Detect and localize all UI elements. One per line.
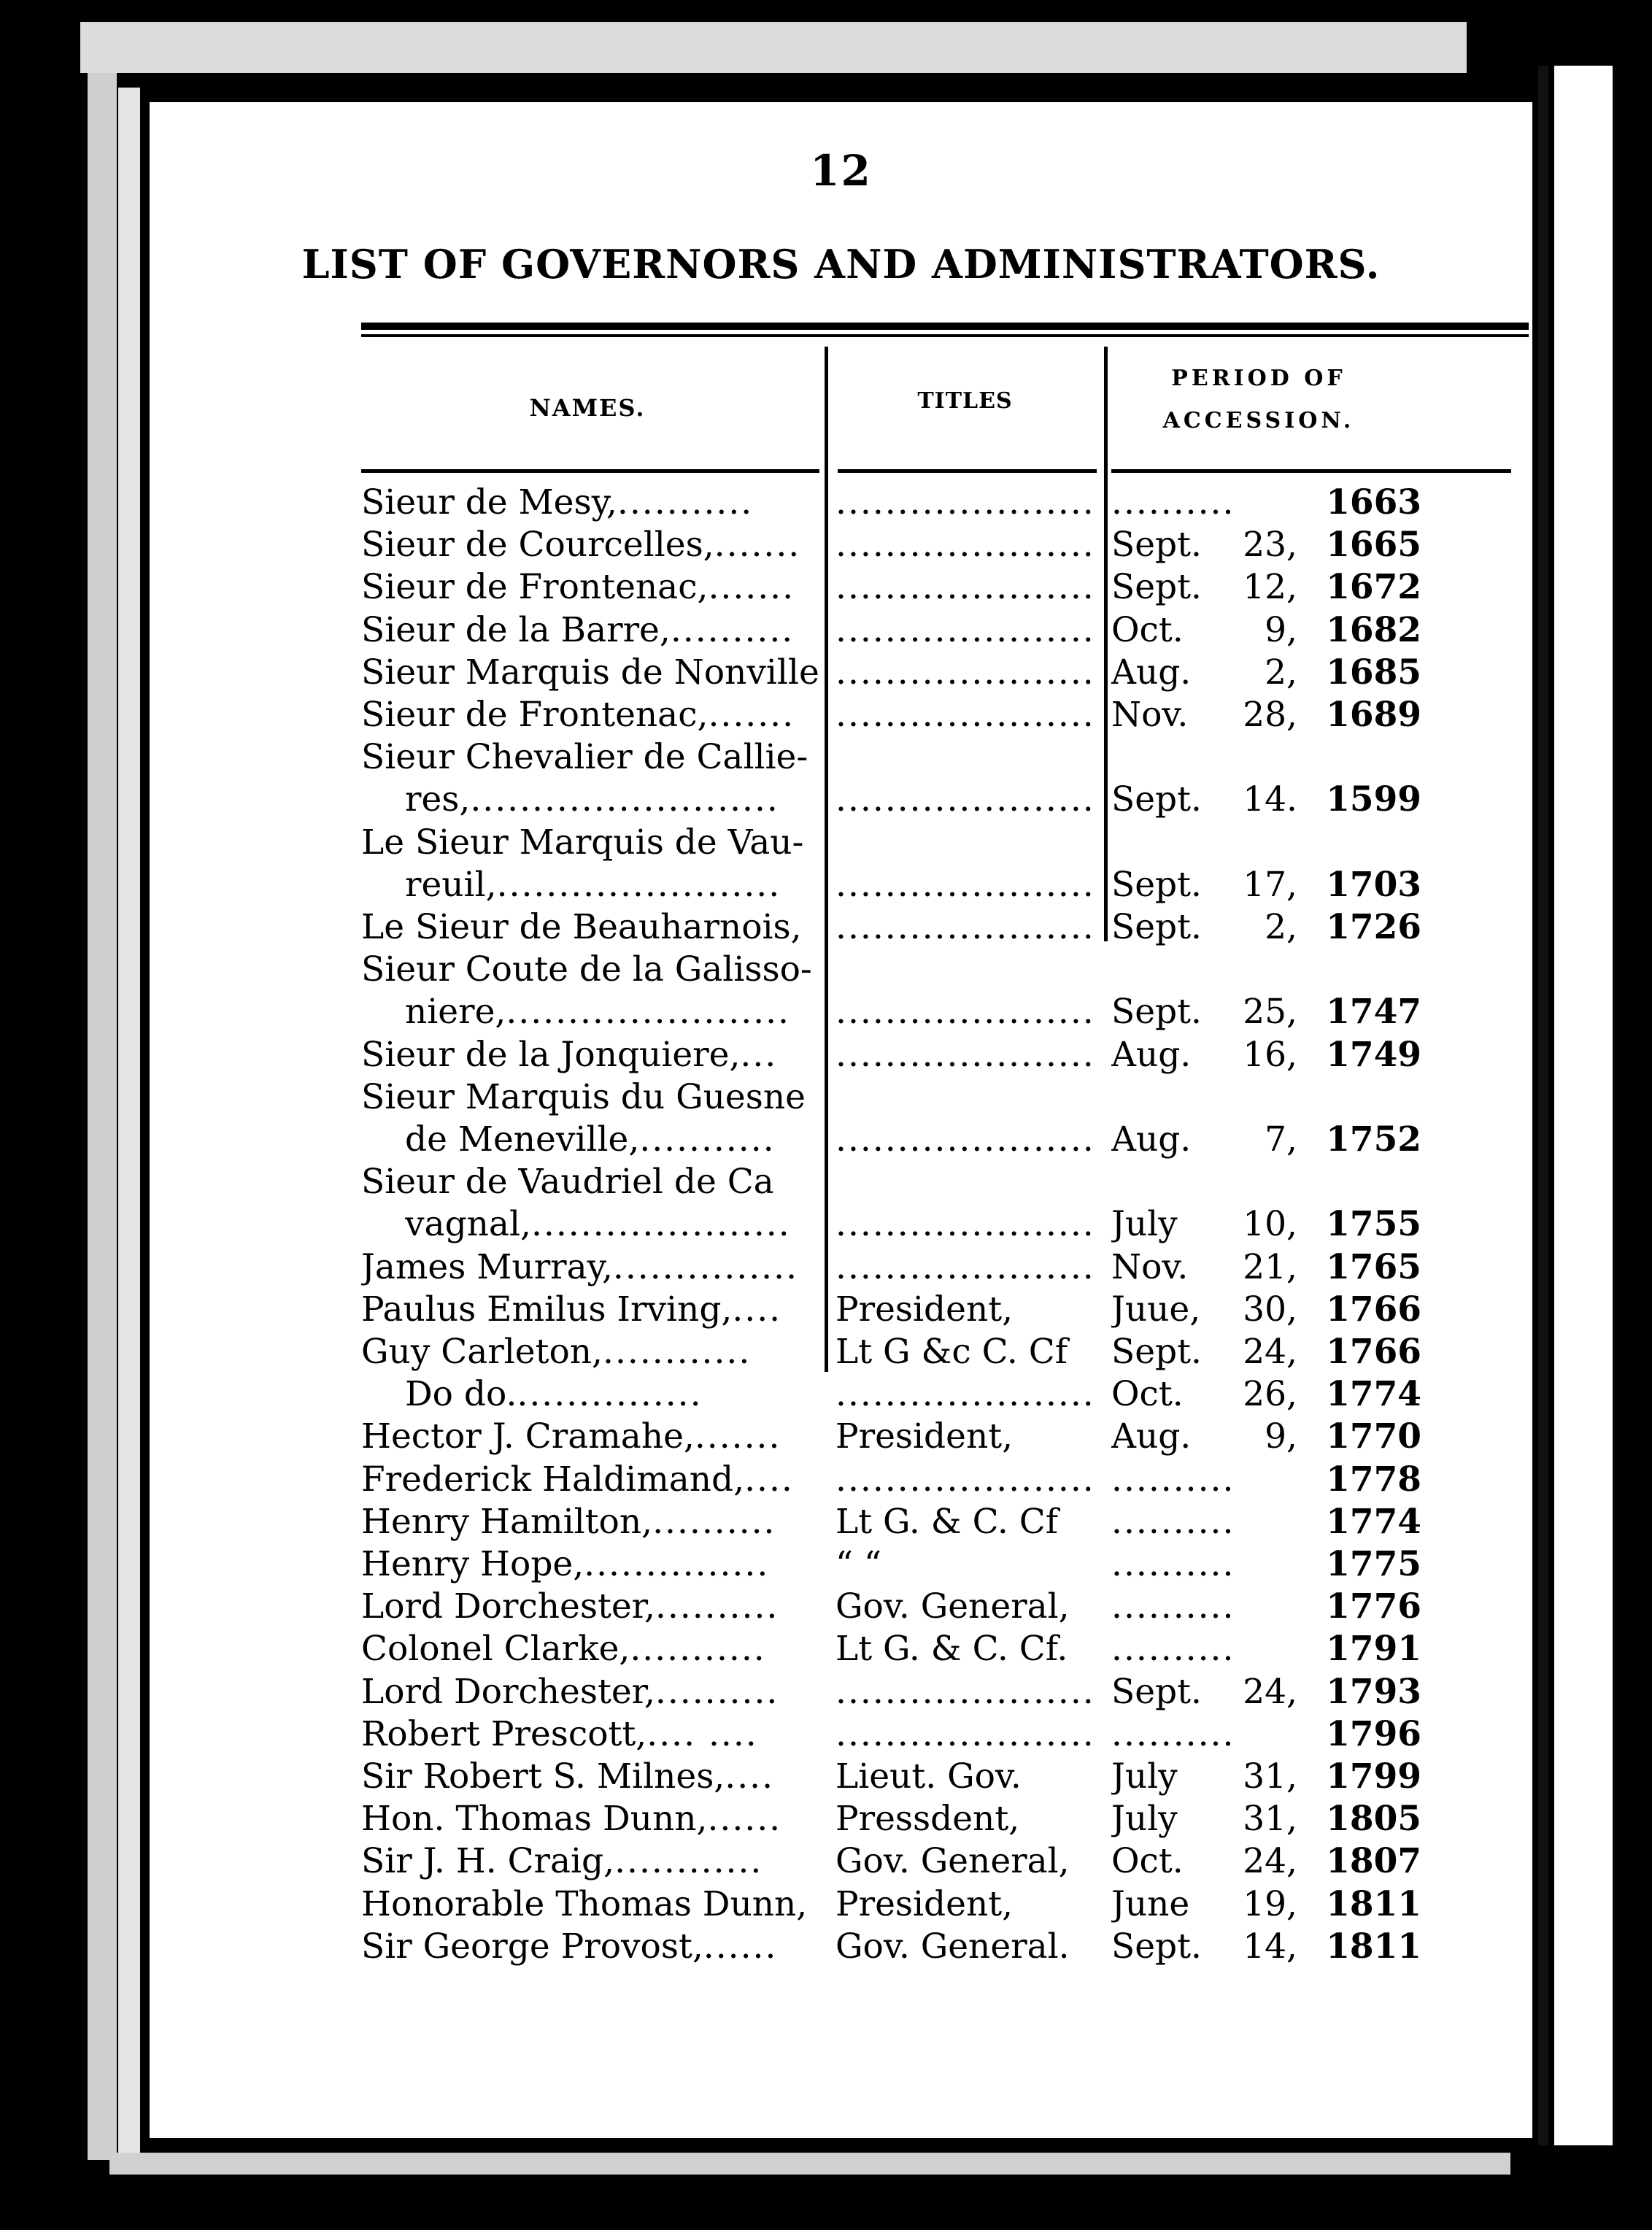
governor-name-cell [361, 1586, 819, 1628]
accession-day: 16, [1243, 1034, 1297, 1075]
header-names: NAMES. [529, 394, 646, 422]
governor-title-cell [835, 1373, 1100, 1416]
title-leader-dots: ..................... [835, 864, 1095, 905]
table-row [150, 1671, 1532, 1713]
table-row [150, 1161, 1532, 1203]
governor-title-cell [835, 1926, 1100, 1968]
governor-title-cell [835, 991, 1100, 1033]
accession-day: 10, [1243, 1204, 1297, 1245]
table-row [150, 482, 1532, 524]
header-period-line2: ACCESSION. [1162, 408, 1355, 433]
governor-title-cell [835, 694, 1100, 736]
accession-year: 1776 [1326, 1586, 1421, 1627]
table-row [150, 822, 1532, 864]
governor-name-cell [361, 609, 819, 652]
governor-title: Lt G &c C. Cf [835, 1332, 1068, 1372]
name-leader-dots: .......... [652, 1501, 776, 1542]
table-row [150, 1926, 1532, 1968]
table-row [150, 1034, 1532, 1076]
governor-name: Sieur de Frontenac, [361, 695, 709, 735]
governor-name-cell [361, 1459, 819, 1501]
accession-day: 31, [1243, 1756, 1297, 1797]
title-leader-dots: ..................... [835, 1246, 1095, 1287]
title-leader-dots: ..................... [835, 567, 1095, 608]
governor-name-cell [361, 694, 819, 736]
accession-day: 17, [1243, 864, 1297, 905]
name-leader-dots: .......... [655, 1586, 779, 1627]
accession-year: 1766 [1326, 1332, 1421, 1372]
governor-name: Sieur Coute de la Galisso- [361, 949, 812, 990]
governor-name: Sieur Chevalier de Callie- [361, 737, 808, 778]
accession-year: 1778 [1326, 1459, 1421, 1500]
governor-title: President, [835, 1883, 1014, 1924]
name-leader-dots: ....... [708, 567, 795, 608]
accession-year: 1685 [1326, 652, 1421, 692]
governor-name-cell [361, 1543, 819, 1586]
header-period [1113, 358, 1405, 442]
governor-name-cell [361, 1501, 819, 1543]
name-leader-dots: ....... [708, 695, 795, 735]
name-leader-dots: ......................... [470, 779, 779, 820]
header-rule-titles [838, 469, 1097, 473]
accession-year: 1752 [1326, 1119, 1421, 1160]
governor-name: Sir George Provost, [361, 1926, 703, 1967]
accession-day: 24, [1243, 1671, 1297, 1712]
name-leader-dots: ....... [694, 1416, 781, 1457]
governor-name-cell [361, 1756, 819, 1798]
governor-title-cell [835, 779, 1100, 821]
accession-day: 9, [1265, 609, 1297, 650]
governor-name-cell [405, 1203, 819, 1246]
governor-name: Sir J. H. Craig, [361, 1841, 615, 1882]
name-leader-dots: ............... [517, 1374, 703, 1415]
governor-name: Hon. Thomas Dunn, [361, 1799, 708, 1840]
governor-title-cell [835, 1840, 1100, 1883]
accession-year: 1766 [1326, 1289, 1421, 1330]
accession-year: 1811 [1326, 1883, 1421, 1924]
accession-year: 1689 [1326, 695, 1421, 735]
page-title: LIST OF GOVERNORS AND ADMINISTRATORS. [301, 241, 1381, 288]
accession-month: Sept. [1111, 1671, 1202, 1712]
accession-month: Juue, [1111, 1289, 1201, 1330]
title-leader-dots: ..................... [835, 1459, 1095, 1500]
governor-name: Sieur de Mesy, [361, 482, 617, 522]
accession-month: Sept. [1111, 864, 1202, 905]
accession-month: Sept. [1111, 907, 1202, 947]
accession-year: 1665 [1326, 525, 1421, 566]
governor-name: Henry Hamilton, [361, 1501, 653, 1542]
governor-title-cell [835, 1416, 1100, 1458]
accession-month: Oct. [1111, 1374, 1184, 1415]
header-period-line1: PERIOD OF [1171, 366, 1346, 391]
title-leader-dots: ..................... [835, 695, 1095, 735]
governor-title-cell [835, 1289, 1100, 1331]
governor-title: Lt G. & C. Cf [835, 1501, 1059, 1542]
title-leader-dots: ..................... [835, 779, 1095, 820]
governor-name-cell [361, 1416, 819, 1458]
name-leader-dots: ..................... [530, 1204, 791, 1245]
governor-name-cell [361, 1076, 819, 1119]
governor-title-cell [835, 524, 1100, 566]
governor-name: Frederick Haldimand, [361, 1459, 745, 1500]
table-row [150, 1076, 1532, 1119]
accession-day: 19, [1243, 1883, 1297, 1924]
governor-title-cell [835, 609, 1100, 652]
accession-year: 1774 [1326, 1501, 1421, 1542]
governor-name: Robert Prescott, [361, 1713, 647, 1754]
governor-title-cell [835, 1543, 1100, 1586]
date-leader-dots: .......... [1111, 1501, 1235, 1542]
header-rule-names [361, 469, 819, 473]
date-leader-dots: .......... [1111, 1629, 1235, 1670]
governor-name-cell [361, 524, 819, 566]
governor-title-cell [835, 1798, 1100, 1840]
table-row [150, 1203, 1532, 1246]
accession-day: 14. [1243, 779, 1297, 820]
governor-title-cell [835, 1246, 1100, 1289]
governor-title: Gov. General. [835, 1926, 1070, 1967]
book-page [150, 102, 1532, 2138]
table-row [150, 1289, 1532, 1331]
table-row [150, 779, 1532, 821]
accession-day: 23, [1243, 525, 1297, 566]
name-leader-dots: ............... [584, 1544, 770, 1584]
title-leader-dots: ..................... [835, 1034, 1095, 1075]
title-rule-thick [361, 323, 1529, 330]
table-row [150, 1416, 1532, 1458]
accession-month: July [1111, 1799, 1178, 1840]
governor-name-cell [361, 822, 819, 864]
governor-title-cell [835, 1586, 1100, 1628]
governor-name: niere, [405, 992, 506, 1033]
accession-year: 1799 [1326, 1756, 1421, 1797]
governor-name: Sir Robert S. Milnes, [361, 1756, 725, 1797]
title-leader-dots: ..................... [835, 907, 1095, 947]
table-row [150, 906, 1532, 949]
accession-day: 14, [1243, 1926, 1297, 1967]
governor-title-cell [835, 566, 1100, 609]
title-leader-dots: ..................... [835, 609, 1095, 650]
accession-year: 1749 [1326, 1034, 1421, 1075]
table-row [150, 1246, 1532, 1289]
accession-day: 24, [1243, 1332, 1297, 1372]
governor-title-cell [835, 1459, 1100, 1501]
table-row [150, 864, 1532, 906]
governor-title-cell [835, 1331, 1100, 1373]
governor-title-cell [835, 906, 1100, 949]
governor-title: Pressdent, [835, 1799, 1020, 1840]
table-row [150, 566, 1532, 609]
table-row [150, 524, 1532, 566]
governor-name-cell [405, 864, 819, 906]
governor-title-cell [835, 1034, 1100, 1076]
accession-day: 30, [1243, 1289, 1297, 1330]
accession-year: 1599 [1326, 779, 1421, 820]
accession-month: Nov. [1111, 695, 1189, 735]
governor-name: Guy Carleton, [361, 1332, 603, 1372]
accession-year: 1703 [1326, 864, 1421, 905]
governor-name-cell [405, 779, 819, 821]
accession-year: 1765 [1326, 1246, 1421, 1287]
book-edge-left-inner [118, 88, 140, 2160]
governor-title: Lt G. & C. Cf. [835, 1629, 1068, 1670]
title-leader-dots: ..................... [835, 1204, 1095, 1245]
table-row [150, 1459, 1532, 1501]
title-leader-dots: ..................... [835, 525, 1095, 566]
accession-year: 1791 [1326, 1629, 1421, 1670]
governor-title: President, [835, 1416, 1014, 1457]
table-row [150, 1501, 1532, 1543]
accession-month: July [1111, 1756, 1178, 1797]
accession-month: Oct. [1111, 609, 1184, 650]
accession-month: July [1111, 1204, 1178, 1245]
governor-name-cell [361, 949, 819, 991]
governor-name-cell [405, 991, 819, 1033]
table-row [150, 1798, 1532, 1840]
accession-year: 1726 [1326, 907, 1421, 947]
accession-day: 28, [1243, 695, 1297, 735]
accession-day: 31, [1243, 1799, 1297, 1840]
name-leader-dots: .... .... [646, 1713, 758, 1754]
accession-day: 12, [1243, 567, 1297, 608]
accession-year: 1774 [1326, 1374, 1421, 1415]
name-leader-dots: .... [732, 1289, 782, 1330]
accession-month: Sept. [1111, 1926, 1202, 1967]
accession-day: 25, [1243, 992, 1297, 1033]
governor-name: Sieur de la Barre, [361, 609, 671, 650]
date-leader-dots: .......... [1111, 482, 1235, 522]
governor-name-cell [405, 1119, 819, 1161]
governor-name: de Meneville, [405, 1119, 640, 1160]
table-row [150, 991, 1532, 1033]
governor-name: Le Sieur Marquis de Vau- [361, 822, 804, 863]
governor-name-cell [361, 1798, 819, 1840]
governor-name-cell [405, 1373, 819, 1416]
table-row [150, 1713, 1532, 1756]
governor-title: Gov. General, [835, 1841, 1070, 1882]
accession-day: 7, [1265, 1119, 1297, 1160]
accession-day: 24, [1243, 1841, 1297, 1882]
governor-title: Lieut. Gov. [835, 1756, 1022, 1797]
name-leader-dots: ...... [703, 1926, 778, 1967]
governor-name: vagnal, [405, 1204, 531, 1245]
name-leader-dots: .... [744, 1459, 794, 1500]
accession-year: 1682 [1326, 609, 1421, 650]
table-row [150, 652, 1532, 694]
governor-name-cell [361, 1671, 819, 1713]
accession-year: 1793 [1326, 1671, 1421, 1712]
accession-day: 21, [1243, 1246, 1297, 1287]
governor-name-cell [361, 1289, 819, 1331]
name-leader-dots: ....... [714, 525, 801, 566]
governor-name: Paulus Emilus Irving, [361, 1289, 733, 1330]
accession-month: Sept. [1111, 1332, 1202, 1372]
name-leader-dots: ........... [639, 1119, 776, 1160]
governor-title-cell [835, 1203, 1100, 1246]
governor-title-cell [835, 482, 1100, 524]
accession-year: 1672 [1326, 567, 1421, 608]
accession-month: June [1111, 1883, 1190, 1924]
table-row [150, 1756, 1532, 1798]
title-leader-dots: ..................... [835, 1119, 1095, 1160]
name-leader-dots: ....................... [496, 864, 781, 905]
accession-year: 1805 [1326, 1799, 1421, 1840]
date-leader-dots: .......... [1111, 1459, 1235, 1500]
governor-name: Sieur de Frontenac, [361, 567, 709, 608]
accession-year: 1796 [1326, 1713, 1421, 1754]
table-row [150, 1373, 1532, 1416]
accession-month: Sept. [1111, 567, 1202, 608]
accession-year: 1770 [1326, 1416, 1421, 1457]
accession-month: Aug. [1111, 1119, 1192, 1160]
accession-year: 1663 [1326, 482, 1421, 522]
title-leader-dots: ..................... [835, 1713, 1095, 1754]
name-leader-dots: ........... [630, 1629, 766, 1670]
governor-name: Sieur de Courcelles, [361, 525, 714, 566]
name-leader-dots: ....................... [506, 992, 790, 1033]
title-leader-dots: ..................... [835, 992, 1095, 1033]
title-leader-dots: ..................... [835, 1671, 1095, 1712]
governor-title: “ “ [835, 1544, 881, 1584]
date-leader-dots: .......... [1111, 1544, 1235, 1584]
governor-name-cell [361, 1883, 819, 1926]
governor-name: Colonel Clarke, [361, 1629, 630, 1670]
accession-month: Aug. [1111, 1416, 1192, 1457]
governor-name: Sieur de la Jonquiere, [361, 1034, 741, 1075]
title-rule-thin [361, 334, 1529, 337]
table-row [150, 1119, 1532, 1161]
book-edge-bottom [109, 2153, 1510, 2175]
governor-name: Lord Dorchester, [361, 1586, 655, 1627]
name-leader-dots: .......... [655, 1671, 779, 1712]
date-leader-dots: .......... [1111, 1586, 1235, 1627]
table-row [150, 1628, 1532, 1670]
governor-name-cell [361, 1628, 819, 1670]
governor-title-cell [835, 1119, 1100, 1161]
accession-day: 2, [1265, 907, 1297, 947]
title-leader-dots: ..................... [835, 1374, 1095, 1415]
name-leader-dots: ............... [612, 1246, 799, 1287]
governor-name: Sieur de Vaudriel de Ca [361, 1162, 774, 1203]
governor-title-cell [835, 1628, 1100, 1670]
accession-year: 1807 [1326, 1841, 1421, 1882]
header-rule-period [1111, 469, 1511, 473]
accession-year: 1747 [1326, 992, 1421, 1033]
governor-name-cell [361, 1331, 819, 1373]
table-row [150, 736, 1532, 779]
governor-name: res, [405, 779, 471, 820]
table-row [150, 1331, 1532, 1373]
governor-title-cell [835, 1756, 1100, 1798]
governor-name-cell [361, 1034, 819, 1076]
accession-month: Nov. [1111, 1246, 1189, 1287]
title-leader-dots: ..................... [835, 652, 1095, 692]
governor-name: Do do. [405, 1374, 517, 1415]
governor-name-cell [361, 566, 819, 609]
table-row [150, 1840, 1532, 1883]
governor-title-cell [835, 1501, 1100, 1543]
accession-day: 2, [1265, 652, 1297, 692]
book-spine [1538, 66, 1548, 2145]
governor-title: Gov. General, [835, 1586, 1070, 1627]
table-row [150, 694, 1532, 736]
accession-month: Aug. [1111, 652, 1192, 692]
governor-name-cell [361, 1926, 819, 1968]
governor-name: Sieur Marquis de Nonville [361, 652, 819, 692]
accession-day: 26, [1243, 1374, 1297, 1415]
governor-name: Hector J. Cramahe, [361, 1416, 695, 1457]
table-row [150, 1543, 1532, 1586]
governor-title-cell [835, 864, 1100, 906]
governor-title-cell [835, 1671, 1100, 1713]
name-leader-dots: ... [740, 1034, 778, 1075]
name-leader-dots: ............ [603, 1332, 752, 1372]
name-leader-dots: .......... [670, 609, 795, 650]
table-row [150, 609, 1532, 652]
governor-title-cell [835, 1713, 1100, 1756]
name-leader-dots: .... [725, 1756, 775, 1797]
governor-name: reuil, [405, 864, 497, 905]
date-leader-dots: .......... [1111, 1713, 1235, 1754]
table-row [150, 949, 1532, 991]
governor-name: Sieur Marquis du Guesne [361, 1076, 806, 1117]
governor-name-cell [361, 1713, 819, 1756]
book-edge-left [88, 73, 117, 2160]
governor-name-cell [361, 482, 819, 524]
governor-title-cell [835, 652, 1100, 694]
accession-month: Sept. [1111, 779, 1202, 820]
governor-name: Lord Dorchester, [361, 1671, 655, 1712]
accession-month: Aug. [1111, 1034, 1192, 1075]
accession-month: Sept. [1111, 525, 1202, 566]
governor-name-cell [361, 736, 819, 779]
accession-month: Sept. [1111, 992, 1202, 1033]
governor-name: Honorable Thomas Dunn, [361, 1883, 808, 1924]
title-leader-dots: ..................... [835, 482, 1095, 522]
book-edge-top [80, 22, 1467, 73]
governor-name-cell [361, 1161, 819, 1203]
accession-year: 1811 [1326, 1926, 1421, 1967]
table-row [150, 1883, 1532, 1926]
governor-title-cell [835, 1883, 1100, 1926]
governor-title: President, [835, 1289, 1014, 1330]
accession-year: 1755 [1326, 1204, 1421, 1245]
accession-year: 1775 [1326, 1544, 1421, 1584]
governor-name: James Murray, [361, 1246, 613, 1287]
name-leader-dots: ...... [707, 1799, 782, 1840]
name-leader-dots: ............ [614, 1841, 763, 1882]
governor-name-cell [361, 906, 819, 949]
governor-name-cell [361, 1246, 819, 1289]
table-row [150, 1586, 1532, 1628]
accession-month: Oct. [1111, 1841, 1184, 1882]
governor-name-cell [361, 1840, 819, 1883]
name-leader-dots: ........... [617, 482, 754, 522]
header-titles: TITLES [917, 388, 1013, 414]
governor-name-cell [361, 652, 819, 694]
governor-name: Le Sieur de Beauharnois, [361, 907, 802, 947]
page-number: 12 [810, 146, 872, 196]
next-page-edge [1554, 66, 1613, 2145]
governor-name: Henry Hope, [361, 1544, 584, 1584]
accession-day: 9, [1265, 1416, 1297, 1457]
